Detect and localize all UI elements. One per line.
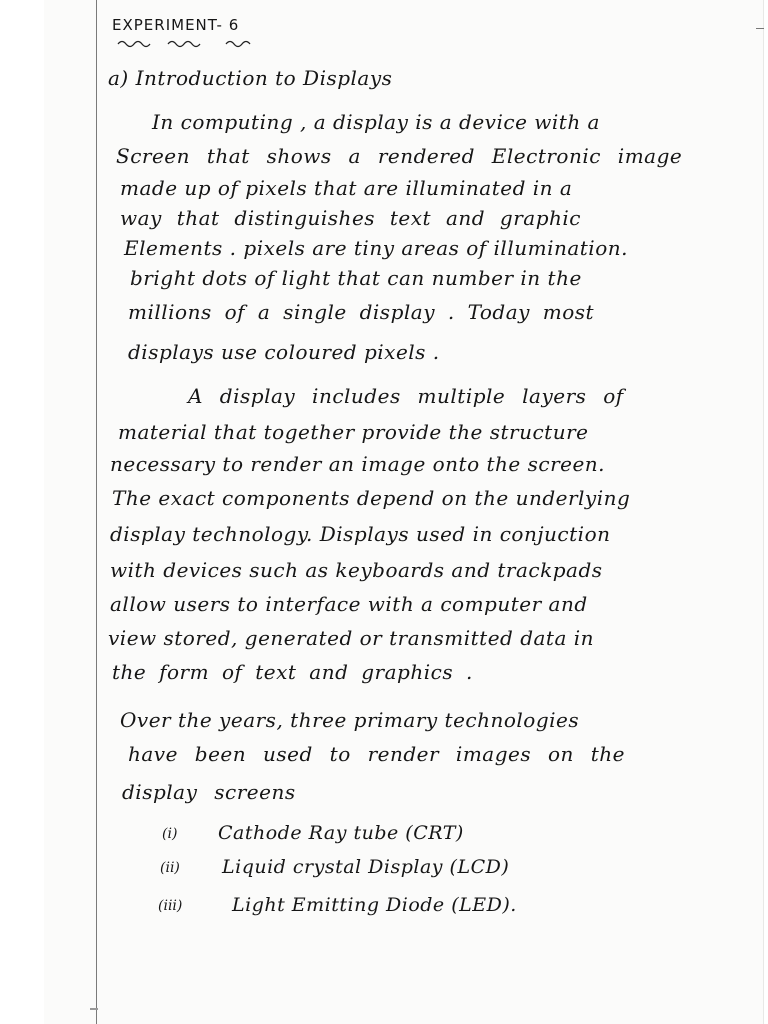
list-marker: (i) — [162, 826, 178, 842]
paragraph1-line: bright dots of light that can number in the — [130, 266, 582, 290]
paragraph1-line: millions of a single display . Today most — [128, 300, 595, 324]
list-item-text: Liquid crystal Display (LCD) — [222, 856, 510, 878]
margin-line — [96, 0, 97, 1024]
paragraph2-line: with devices such as keyboards and trackpads — [110, 558, 603, 582]
paragraph3-line: Over the years, three primary technologies — [120, 708, 580, 732]
paragraph2-line: the form of text and graphics . — [112, 660, 473, 684]
section-title: a) Introduction to Displays — [108, 66, 393, 90]
paragraph2-line: necessary to render an image onto the screen. — [110, 452, 606, 476]
paragraph1-line: In computing , a display is a device with a — [152, 110, 600, 134]
paragraph1-line: displays use coloured pixels . — [128, 340, 440, 364]
paragraph2-line: material that together provide the structure — [118, 420, 589, 444]
experiment-heading: EXPERIMENT- 6 — [112, 16, 240, 34]
list-marker: (iii) — [158, 898, 183, 914]
list-item-text: Light Emitting Diode (LED). — [232, 894, 517, 916]
paragraph3-line: have been used to render images on the — [128, 742, 625, 766]
paragraph2-line: display technology. Displays used in conjuction — [110, 522, 611, 546]
paragraph1-line: way that distinguishes text and graphic — [120, 206, 581, 230]
paragraph2-line: The exact components depend on the underlying — [112, 486, 631, 510]
paragraph2-line: allow users to interface with a computer and — [110, 592, 588, 616]
heading-underline-squiggle — [116, 38, 286, 48]
page-edge-mark — [90, 1008, 98, 1010]
paragraph2-line: A display includes multiple layers of — [188, 384, 624, 408]
paragraph1-line: Screen that shows a rendered Electronic image — [116, 144, 683, 168]
paragraph1-line: Elements . pixels are tiny areas of illumination. — [124, 236, 628, 260]
paragraph3-line: display screens — [122, 780, 296, 804]
paragraph2-line: view stored, generated or transmitted data in — [108, 626, 595, 650]
edge-mark — [756, 28, 764, 29]
paragraph1-line: made up of pixels that are illuminated in a — [120, 176, 573, 200]
list-marker: (ii) — [160, 860, 180, 876]
list-item-text: Cathode Ray tube (CRT) — [218, 822, 464, 844]
